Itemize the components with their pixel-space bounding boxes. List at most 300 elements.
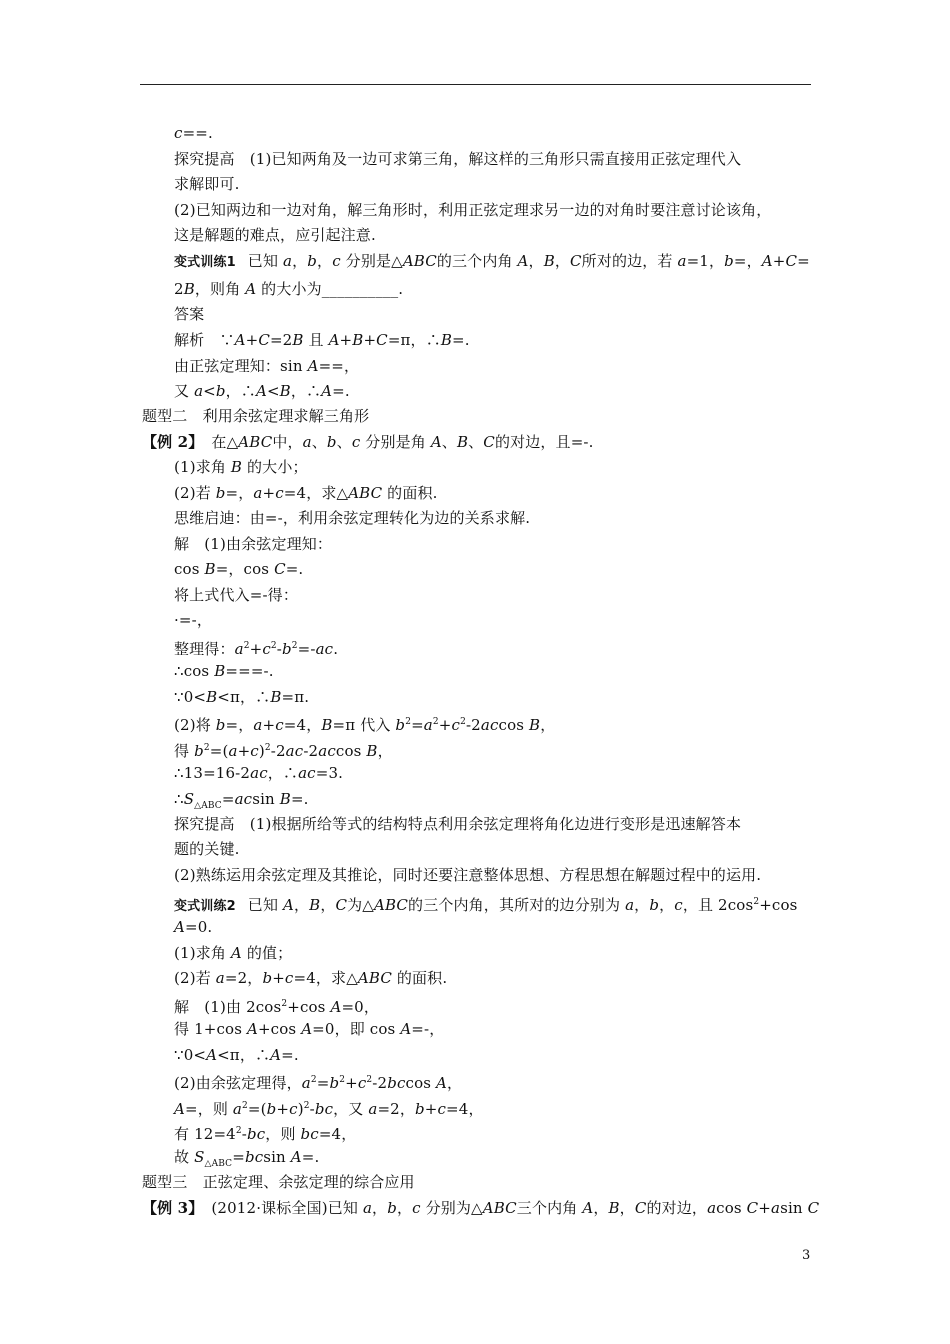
text-segment: ， <box>294 896 310 914</box>
text-segment: ， <box>396 1199 413 1217</box>
text-segment: 2 <box>281 999 288 1009</box>
text-segment: (2)将 <box>174 716 216 734</box>
text-segment: A <box>436 1074 447 1092</box>
text-line <box>142 1199 819 1217</box>
text-segment: ac <box>250 764 268 782</box>
exercise-badge: 变式训练1 <box>174 255 236 270</box>
text-segment: =π. <box>281 688 310 706</box>
text-segment: B <box>279 790 291 808</box>
text-segment: - <box>309 1100 315 1118</box>
text-segment: B <box>543 252 555 270</box>
text-segment: c <box>351 433 361 451</box>
text-segment: B <box>456 433 469 451</box>
text-line <box>174 175 240 193</box>
text-segment: A <box>430 433 442 451</box>
text-segment: 、 <box>336 433 352 451</box>
text-segment: c <box>284 969 294 987</box>
text-segment: 的值； <box>241 944 293 962</box>
text-segment: 在△ <box>211 433 239 451</box>
text-segment: ，∴ <box>290 382 322 400</box>
text-segment: A <box>283 896 294 914</box>
text-segment: B <box>321 716 333 734</box>
text-segment: b <box>329 1074 340 1092</box>
text-segment: C <box>785 252 798 270</box>
text-segment: (2)已知两边和一边对角，解三角形时，利用正弦定理求另一边的对角时要注意讨论该角， <box>174 201 772 219</box>
text-segment: ac <box>315 640 334 658</box>
text-segment: A <box>400 1020 412 1038</box>
text-segment: c <box>262 640 271 658</box>
text-segment: 2 <box>303 1101 310 1111</box>
text-segment: =. <box>285 560 304 578</box>
text-segment: A <box>290 1148 302 1166</box>
text-segment: C <box>376 331 388 349</box>
text-segment: B <box>292 331 304 349</box>
example-label: 【例 2】 <box>142 433 204 451</box>
text-segment: ABC <box>357 969 392 987</box>
text-segment: 2 <box>242 1101 248 1111</box>
text-line <box>174 1071 462 1092</box>
text-segment: ，又 <box>333 1100 369 1118</box>
text-segment: <π，∴ <box>217 688 271 706</box>
text-segment: +cos <box>257 1020 302 1038</box>
text-segment: S <box>194 1148 205 1166</box>
text-segment: -2 <box>270 742 286 760</box>
text-line <box>174 944 292 962</box>
text-line <box>174 1020 444 1038</box>
text-segment: + <box>262 716 276 734</box>
text-segment: ac <box>480 716 499 734</box>
text-segment: ===-. <box>225 662 274 680</box>
text-segment: 又 <box>174 382 195 400</box>
text-segment: - <box>276 640 282 658</box>
text-segment: b <box>215 484 226 502</box>
text-segment: ， <box>619 1199 635 1217</box>
text-segment: 三个内角 <box>516 1199 583 1217</box>
text-line <box>174 815 741 833</box>
text-segment: ， <box>554 252 571 270</box>
text-line <box>142 433 594 451</box>
text-segment: (1)求角 <box>174 944 231 962</box>
text-segment: =0，即 cos <box>312 1020 401 1038</box>
text-segment: bc <box>244 1148 264 1166</box>
text-segment: ， <box>447 1074 463 1092</box>
text-segment: ∵0< <box>174 1046 207 1064</box>
text-segment: 中， <box>272 433 303 451</box>
text-line <box>174 1046 299 1064</box>
text-segment: + <box>424 1100 438 1118</box>
text-segment: a <box>253 484 263 502</box>
page-number: 3 <box>802 1248 811 1263</box>
text-segment: C <box>634 1199 647 1217</box>
text-segment: C <box>335 896 348 914</box>
text-segment: ， <box>372 1199 388 1217</box>
text-segment: sin <box>263 1148 291 1166</box>
text-line <box>174 739 393 760</box>
text-segment: =， <box>225 716 254 734</box>
text-segment: A <box>321 382 333 400</box>
text-segment: A <box>761 252 773 270</box>
text-line <box>174 662 274 680</box>
text-segment: = <box>411 716 424 734</box>
text-segment: ABC <box>402 252 437 270</box>
text-segment: -2 <box>372 1074 388 1092</box>
text-segment: 分别为△ <box>420 1199 483 1217</box>
text-segment: ，则角 <box>194 280 246 298</box>
text-segment: 2 <box>174 280 184 298</box>
text-segment: ==， <box>318 357 360 375</box>
text-segment: ，则 <box>265 1125 301 1143</box>
text-segment: △ABC <box>194 801 222 811</box>
text-segment: 答案 <box>174 305 205 323</box>
text-segment: a <box>625 896 635 914</box>
text-segment: b <box>326 433 337 451</box>
text-segment: B <box>279 382 291 400</box>
text-segment: C <box>807 1199 820 1217</box>
text-segment: =π，∴ <box>387 331 441 349</box>
text-segment: △ABC <box>204 1159 233 1169</box>
text-line <box>174 918 212 936</box>
text-segment: -2 <box>465 716 481 734</box>
text-segment: 2 <box>310 1075 317 1085</box>
text-line <box>174 893 798 916</box>
text-segment: c <box>412 1199 421 1217</box>
text-segment: b <box>724 252 734 270</box>
text-segment: =0， <box>341 998 379 1016</box>
text-segment: 的对边，且=-. <box>494 433 594 451</box>
text-segment: b <box>215 382 226 400</box>
text-segment: =2， <box>377 1100 415 1118</box>
text-segment: 整理得： <box>174 640 235 658</box>
text-segment: =0. <box>184 918 213 936</box>
text-segment: bc <box>300 1125 319 1143</box>
text-segment: 分别是角 <box>360 433 431 451</box>
text-segment: ， <box>292 252 308 270</box>
text-segment: + <box>772 252 786 270</box>
text-segment: b <box>266 1100 277 1118</box>
text-segment: A <box>307 357 319 375</box>
text-segment: 、 <box>468 433 484 451</box>
text-segment: C <box>570 252 582 270</box>
text-line <box>174 688 309 706</box>
text-line <box>174 764 343 782</box>
text-segment: B <box>366 742 378 760</box>
text-segment: 2 <box>291 641 298 651</box>
text-line <box>174 535 332 553</box>
text-segment: bc <box>246 1125 266 1143</box>
text-segment: b <box>194 742 204 760</box>
text-segment: B <box>230 458 243 476</box>
text-segment: =4， <box>283 716 322 734</box>
text-segment: (1)求角 <box>174 458 231 476</box>
text-segment: 分别是△ <box>340 252 403 270</box>
text-segment: A <box>582 1199 594 1217</box>
text-segment: ∵0< <box>174 688 207 706</box>
text-segment: A <box>330 998 342 1016</box>
text-segment: 由正弦定理知：sin <box>174 357 308 375</box>
text-segment: A <box>270 1046 282 1064</box>
text-segment: 的面积. <box>382 484 438 502</box>
text-segment: 的三个内角，其所对的边分别为 <box>408 896 626 914</box>
text-segment: 题型三 正弦定理、余弦定理的综合应用 <box>142 1173 415 1191</box>
text-segment: ， <box>377 742 393 760</box>
text-segment: 这是解题的难点，应引起注意. <box>174 226 376 244</box>
text-segment: =. <box>332 382 350 400</box>
text-segment: a <box>423 716 433 734</box>
text-segment: 解析 ∵ <box>174 331 235 349</box>
text-line <box>174 995 379 1016</box>
text-segment: ， <box>317 252 333 270</box>
text-segment: a <box>362 1199 373 1217</box>
text-segment: C <box>274 560 286 578</box>
text-line <box>142 1173 415 1191</box>
text-line <box>174 150 741 168</box>
text-segment: a <box>302 433 312 451</box>
text-segment: a <box>232 1100 243 1118</box>
text-segment: 2 <box>264 743 271 753</box>
text-segment: S <box>183 790 195 808</box>
text-segment: 2 <box>235 1126 242 1136</box>
text-segment: B <box>352 331 364 349</box>
text-line <box>174 201 771 219</box>
text-segment: - <box>241 1125 247 1143</box>
text-segment: 的大小； <box>242 458 308 476</box>
text-segment: <π，∴ <box>217 1046 271 1064</box>
text-segment: =，cos <box>215 560 275 578</box>
text-segment: A <box>234 331 246 349</box>
text-segment: 得 <box>174 742 195 760</box>
text-segment: + <box>345 1074 358 1092</box>
text-segment: bc <box>314 1100 334 1118</box>
text-segment: + <box>339 331 353 349</box>
text-segment: ac <box>318 742 336 760</box>
text-segment: + <box>237 742 251 760</box>
exercise-badge: 变式训练2 <box>174 899 236 914</box>
text-segment: B <box>204 560 216 578</box>
text-segment: b <box>281 640 292 658</box>
text-segment: B <box>183 280 195 298</box>
text-segment: c <box>174 124 183 142</box>
text-segment: A <box>230 944 242 962</box>
text-segment: + <box>276 1100 290 1118</box>
text-segment: c <box>357 1074 367 1092</box>
text-segment: 有 12=4 <box>174 1125 236 1143</box>
text-segment: B <box>608 1199 620 1217</box>
text-segment: ， <box>593 1199 609 1217</box>
text-segment: =4，求△ <box>293 969 358 987</box>
text-segment: 的三个内角 <box>436 252 518 270</box>
text-segment: c <box>275 484 284 502</box>
text-segment: =π 代入 <box>332 716 396 734</box>
text-line <box>174 1097 484 1118</box>
text-segment: a <box>283 252 293 270</box>
text-segment: ABC <box>238 433 273 451</box>
text-segment: C <box>258 331 270 349</box>
text-segment: C <box>746 1199 759 1217</box>
text-segment: 2 <box>203 743 210 753</box>
text-segment: c <box>289 1100 298 1118</box>
text-line <box>174 969 447 987</box>
text-segment: a <box>368 1100 378 1118</box>
text-segment: 已知 <box>247 896 284 914</box>
text-segment: cos <box>498 716 530 734</box>
text-line <box>174 840 240 858</box>
text-segment: -2 <box>303 742 319 760</box>
text-segment: c <box>451 716 461 734</box>
text-segment: ABC <box>373 896 409 914</box>
text-segment: ， <box>320 896 336 914</box>
text-segment: 2 <box>405 717 412 727</box>
text-line <box>174 560 303 578</box>
text-segment: =. <box>301 1148 320 1166</box>
text-segment: A <box>301 1020 313 1038</box>
text-segment: =2， <box>224 969 263 987</box>
text-segment: 2 <box>270 641 277 651</box>
text-segment: < <box>203 382 216 400</box>
text-segment: +cos <box>287 998 331 1016</box>
text-segment: ac <box>234 790 253 808</box>
text-segment: B <box>440 331 453 349</box>
text-segment: 的大小为__________. <box>256 280 404 298</box>
text-segment: a <box>194 382 204 400</box>
text-segment: (2012·课标全国)已知 <box>211 1199 363 1217</box>
text-segment: ac <box>285 742 304 760</box>
text-segment: 故 <box>174 1148 195 1166</box>
text-segment: =， <box>733 252 762 270</box>
text-segment: c <box>437 1100 447 1118</box>
text-segment: < <box>266 382 280 400</box>
text-segment: + <box>249 640 263 658</box>
text-segment: + <box>272 969 285 987</box>
text-segment: = <box>232 1148 245 1166</box>
text-segment: + <box>262 484 276 502</box>
text-segment: =4， <box>318 1125 357 1143</box>
text-segment: ==. <box>182 124 213 142</box>
text-segment: B <box>270 688 282 706</box>
text-segment: B <box>309 896 321 914</box>
text-segment: A <box>174 1100 185 1118</box>
text-line <box>174 331 470 349</box>
text-line <box>174 611 212 629</box>
text-segment: ) <box>297 1100 304 1118</box>
text-segment: =2 <box>269 331 293 349</box>
text-line <box>174 226 376 244</box>
text-segment: ) <box>258 742 265 760</box>
text-segment: ABC <box>482 1199 517 1217</box>
text-segment: a <box>677 252 687 270</box>
text-segment: (2)若 <box>174 969 216 987</box>
text-segment: 得 1+cos <box>174 1020 247 1038</box>
header-rule <box>140 84 811 85</box>
text-segment: 2 <box>753 897 760 907</box>
text-segment: ∴ <box>174 790 184 808</box>
text-segment: a <box>228 742 238 760</box>
text-segment: ·=-， <box>174 611 213 629</box>
text-segment: a <box>253 716 263 734</box>
text-line <box>174 124 213 142</box>
text-segment: sin <box>780 1199 808 1217</box>
text-segment: =， <box>225 484 254 502</box>
text-segment: 求解即可. <box>174 175 240 193</box>
text-segment: =( <box>247 1100 267 1118</box>
text-segment: a <box>215 969 225 987</box>
text-segment: (2)若 <box>174 484 216 502</box>
text-segment: C <box>483 433 495 451</box>
text-segment: cos <box>335 742 367 760</box>
text-segment: 将上式代入=-得： <box>174 586 298 604</box>
text-segment: + <box>245 331 259 349</box>
text-segment: ac <box>298 764 316 782</box>
text-segment: ， <box>634 896 650 914</box>
text-segment: =，则 <box>184 1100 233 1118</box>
text-segment: =1， <box>686 252 725 270</box>
text-segment: ABC <box>348 484 383 502</box>
text-segment: c <box>275 716 284 734</box>
text-segment: bc <box>387 1074 406 1092</box>
text-segment: 已知 <box>247 252 284 270</box>
text-segment: b <box>387 1199 397 1217</box>
text-segment: cos <box>174 560 205 578</box>
text-segment: A <box>517 252 529 270</box>
text-segment: c <box>332 252 341 270</box>
text-segment: a <box>707 1199 717 1217</box>
text-segment: =3. <box>315 764 344 782</box>
text-segment: + <box>438 716 452 734</box>
text-segment: ，∴ <box>267 764 299 782</box>
text-segment: = <box>797 252 810 270</box>
text-segment: A <box>246 1020 258 1038</box>
text-segment: =( <box>209 742 229 760</box>
text-segment: 2 <box>432 717 439 727</box>
text-line <box>174 1148 319 1173</box>
text-line <box>174 637 338 658</box>
text-segment: 且 <box>303 331 329 349</box>
text-segment: =- <box>297 640 316 658</box>
text-line <box>142 407 369 425</box>
text-line <box>174 458 308 476</box>
text-segment: b <box>215 716 226 734</box>
text-segment: 题型二 利用余弦定理求解三角形 <box>142 407 370 425</box>
text-segment: A <box>174 918 185 936</box>
text-line <box>174 305 204 323</box>
text-segment: . <box>333 640 339 658</box>
text-segment: =. <box>452 331 470 349</box>
text-segment: ， <box>528 252 544 270</box>
text-segment: 的面积. <box>391 969 448 987</box>
text-segment: ，∴ <box>225 382 256 400</box>
text-segment: 探究提高 (1)已知两角及一边可求第三角，解这样的三角形只需直接用正弦定理代入 <box>174 150 742 168</box>
text-segment: a <box>234 640 244 658</box>
text-segment: c <box>250 742 259 760</box>
text-segment: B <box>529 716 541 734</box>
text-segment: 思维启迪：由=-，利用余弦定理转化为边的关系求解. <box>174 509 531 527</box>
text-segment: 为△ <box>347 896 374 914</box>
text-segment: 所对的边，若 <box>581 252 678 270</box>
text-segment: b <box>262 969 273 987</box>
text-segment: + <box>363 331 377 349</box>
text-segment: = <box>316 1074 330 1092</box>
text-segment: 解 (1)由 2cos <box>174 998 282 1016</box>
text-segment: + <box>758 1199 772 1217</box>
text-segment: ∴13=16-2 <box>174 764 251 782</box>
text-segment: 2 <box>460 717 466 727</box>
text-segment: =. <box>290 790 309 808</box>
text-line <box>174 790 309 815</box>
text-segment: =4，求△ <box>283 484 349 502</box>
text-segment: =-， <box>411 1020 445 1038</box>
text-segment: a <box>301 1074 311 1092</box>
text-segment: A <box>255 382 267 400</box>
text-line <box>174 713 555 734</box>
